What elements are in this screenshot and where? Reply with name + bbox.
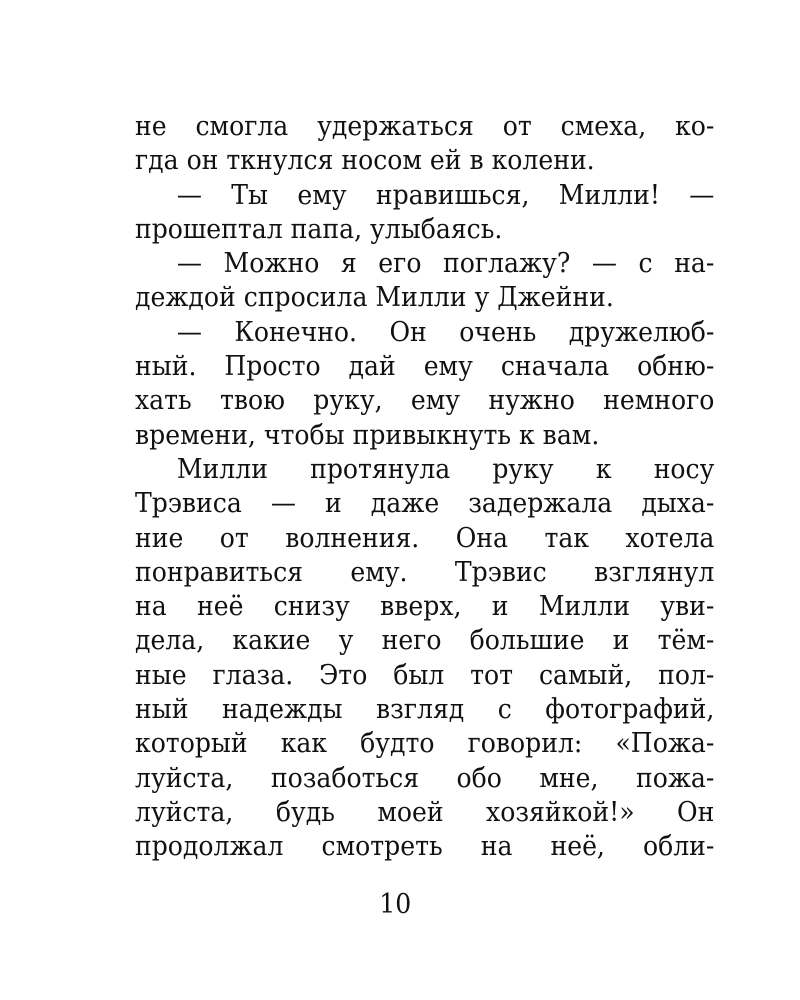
text-line: понравиться ему. Трэвис взглянул — [135, 556, 715, 588]
text-line: деждой спросила Милли у Джейни. — [135, 282, 614, 314]
text-line: гда он ткнулся носом ей в колени. — [135, 145, 595, 177]
text-line: хать твою руку, ему нужно немного — [135, 385, 715, 417]
text-line: прошептал папа, улыбаясь. — [135, 213, 503, 245]
text-line: Милли протянула руку к носу — [176, 453, 715, 485]
text-line: ние от волнения. Она так хотела — [135, 522, 715, 554]
text-line: — Конечно. Он очень дружелюб- — [176, 316, 715, 348]
text-line: ные глаза. Это был тот самый, пол- — [135, 659, 715, 691]
text-line: дела, какие у него большие и тём- — [135, 625, 715, 657]
text-line: времени, чтобы привыкнуть к вам. — [135, 419, 600, 451]
page-number: 10 — [379, 889, 412, 920]
text-line: не смогла удержаться от смеха, ко- — [135, 111, 715, 142]
text-line: который как будто говорил: «Пожа- — [135, 728, 715, 760]
text-line: — Ты ему нравишься, Милли! — — [176, 179, 715, 211]
text-line: продолжал смотреть на неё, обли- — [135, 831, 715, 863]
text-line: ный надежды взгляд с фотографий, — [135, 694, 715, 726]
text-line: луйста, будь моей хозяйкой!» Он — [135, 796, 715, 828]
text-line: ный. Просто дай ему сначала обню- — [135, 351, 715, 383]
text-line: — Можно я его поглажу? — с на- — [176, 248, 715, 280]
text-line: Трэвиса — и даже задержала дыха- — [135, 488, 715, 520]
page-body-text — [135, 110, 715, 865]
text-line: луйста, позаботься обо мне, пожа- — [135, 762, 715, 794]
text-line: на неё снизу вверх, и Милли уви- — [135, 591, 715, 623]
